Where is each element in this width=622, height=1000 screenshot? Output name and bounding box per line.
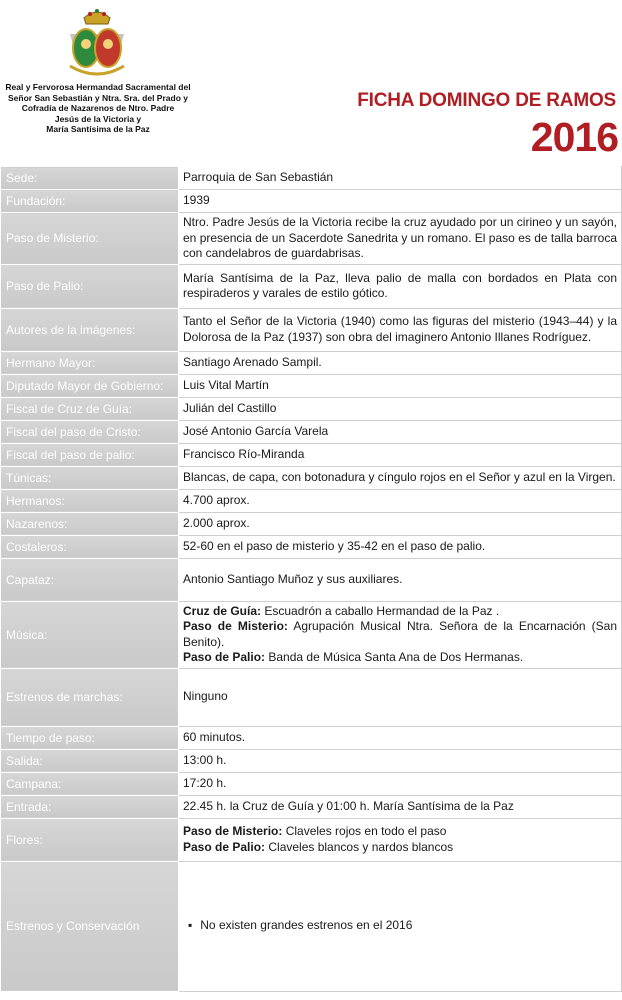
- row-label: Hermanos:: [1, 489, 179, 512]
- hermandad-name: [0, 82, 196, 135]
- row-value: 2.000 aprox.: [179, 512, 622, 535]
- estrenos-item: ▪ No existen grandes estrenos en el 2016: [183, 918, 617, 934]
- ficha-table: [0, 166, 622, 992]
- row-label: Salida:: [1, 749, 179, 772]
- flores-key: Paso de Misterio:: [183, 824, 283, 838]
- hermandad-line: Señor San Sebastián y Ntra. Sra. del Prado y: [8, 92, 188, 103]
- flores-key: Paso de Palio:: [183, 839, 266, 854]
- row-value: Francisco Río-Miranda: [179, 443, 622, 466]
- row-value: Ninguno: [179, 668, 622, 726]
- row-value: 22.45 h. la Cruz de Guía y 01:00 h. María Santísima de la Paz: [179, 795, 622, 818]
- row-value: Julián del Castillo: [179, 397, 622, 420]
- row-value: Antonio Santiago Muñoz y sus auxiliares.: [179, 558, 622, 601]
- musica-text: Escuadrón a caballo Hermandad de la Paz .: [261, 603, 500, 618]
- row-value: José Antonio García Varela: [179, 420, 622, 443]
- row-label: Entrada:: [1, 795, 179, 818]
- hermandad-line: Jesús de la Victoria y: [54, 113, 142, 124]
- row-label: Fundación:: [1, 190, 179, 213]
- row-value: Blancas, de capa, con botonadura y cíngulo rojos en el Señor y azul en la Virgen.: [179, 466, 622, 489]
- row-label: Campana:: [1, 772, 179, 795]
- musica-text: Banda de Música Santa Ana de Dos Hermanas.: [265, 650, 524, 664]
- row-label: Fiscal del paso de palio:: [1, 443, 179, 466]
- row-value: 13:00 h.: [179, 749, 622, 772]
- estrenos-value: [179, 861, 622, 991]
- musica-key: Paso de Misterio:: [183, 619, 288, 633]
- row-label: Fiscal de Cruz de Guía:: [1, 397, 179, 420]
- row-value: 4.700 aprox.: [179, 489, 622, 512]
- row-value: 17:20 h.: [179, 772, 622, 795]
- row-label: Fiscal del paso de Cristo:: [1, 420, 179, 443]
- row-label: Túnicas:: [1, 466, 179, 489]
- hermandad-line: Cofradía de Nazarenos de Ntro. Padre: [21, 103, 175, 113]
- flores-text: Claveles blancos y nardos blancos: [265, 839, 454, 854]
- musica-value: [179, 601, 622, 668]
- row-label: Paso de Misterio:: [1, 213, 179, 265]
- row-value: Tanto el Señor de la Victoria (1940) como las figuras del misterio (1943–44) y la Dolorosa de la Paz (1937) son obra del imaginero Antonio Illanes Rodríguez.: [179, 308, 622, 351]
- row-value: 52-60 en el paso de misterio y 35-42 en el paso de palio.: [179, 535, 622, 558]
- row-label: Diputado Mayor de Gobierno:: [1, 374, 179, 397]
- row-label: Sede:: [1, 167, 179, 190]
- row-label: Música:: [1, 601, 179, 668]
- row-label: Autores de la imágenes:: [1, 308, 179, 351]
- row-label: Paso de Palio:: [1, 264, 179, 308]
- row-label: Estrenos de marchas:: [1, 668, 179, 726]
- row-value: Parroquia de San Sebastián: [179, 167, 622, 190]
- hermandad-line: María Santísima de la Paz: [46, 124, 150, 134]
- document-year: 2016: [530, 114, 618, 160]
- row-label: Estrenos y Conservación: [1, 861, 179, 991]
- musica-text: Agrupación Musical Ntra. Señora de la Encarnación (San Benito).: [183, 619, 617, 649]
- row-value: 60 minutos.: [179, 726, 622, 749]
- row-value: 1939: [179, 190, 622, 213]
- row-label: Tiempo de paso:: [1, 726, 179, 749]
- row-label: Flores:: [1, 818, 179, 861]
- row-value: Santiago Arenado Sampil.: [179, 351, 622, 374]
- header: [0, 0, 622, 166]
- row-value: Ntro. Padre Jesús de la Victoria recibe la cruz ayudado por un cirineo y un sayón, en presencia de un Sacerdote Sanedrita y un romano. El paso es de talla barroca con candelabros de guardabrisas.: [179, 213, 622, 265]
- hermandad-line: Real y Fervorosa Hermandad Sacramental del: [5, 82, 191, 92]
- document-title: FICHA DOMINGO DE RAMOS: [357, 90, 616, 111]
- row-label: Nazarenos:: [1, 512, 179, 535]
- flores-value: [179, 818, 622, 861]
- row-label: Hermano Mayor:: [1, 351, 179, 374]
- hermandad-crest-icon: [64, 8, 130, 78]
- musica-key: Paso de Palio:: [183, 650, 266, 664]
- row-value: María Santísima de la Paz, lleva palio de malla con bordados en Plata con respiraderos y varales de estilo gótico.: [179, 264, 622, 308]
- flores-text: Claveles rojos en todo el paso: [282, 824, 447, 838]
- row-value: Luis Vital Martín: [179, 374, 622, 397]
- row-label: Costaleros:: [1, 535, 179, 558]
- row-label: Capataz:: [1, 558, 179, 601]
- musica-key: Cruz de Guía:: [183, 603, 262, 618]
